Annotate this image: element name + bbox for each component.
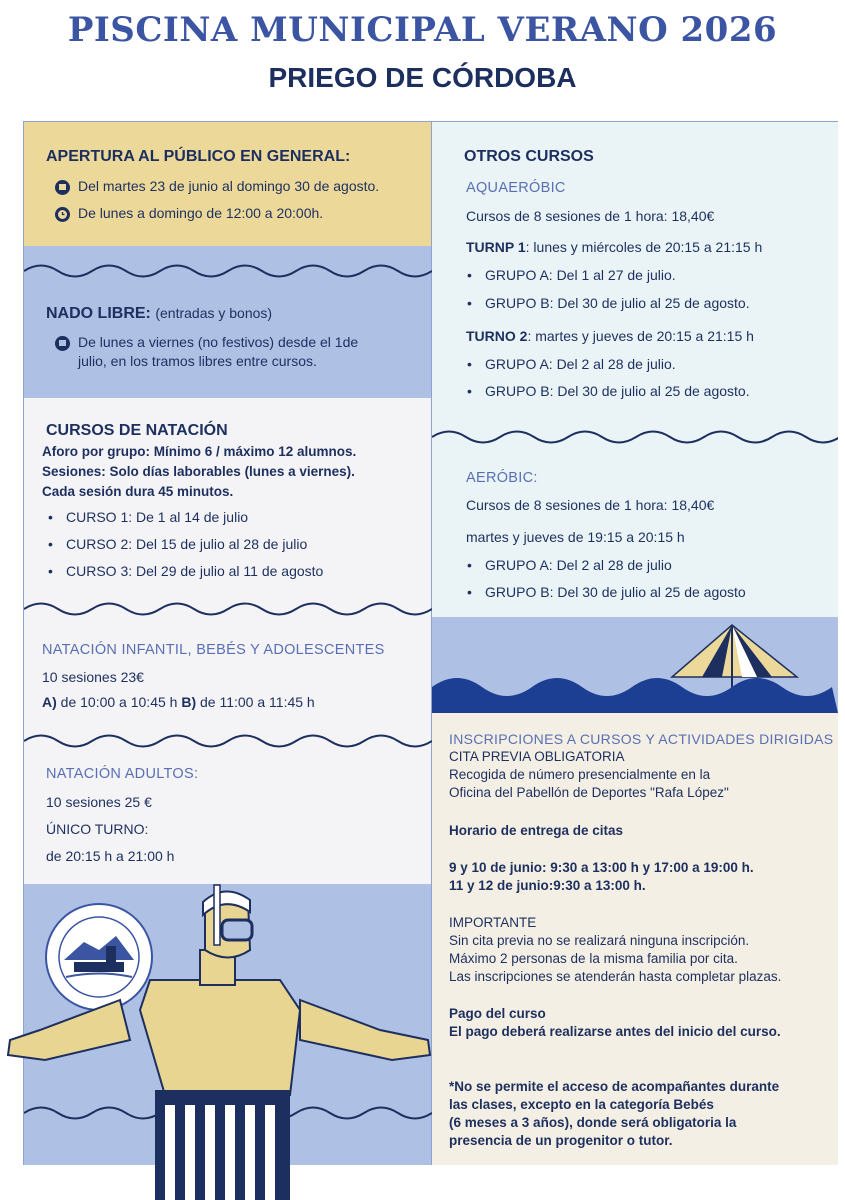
inscripciones-title: INSCRIPCIONES A CURSOS Y ACTIVIDADES DIRIGIDAS (449, 731, 834, 747)
cursos-rule: Aforo por grupo: Mínimo 6 / máximo 12 alumnos. (42, 444, 357, 459)
nado-libre-title (46, 305, 272, 323)
group-a-time: de 10:00 a 10:45 h (60, 694, 178, 710)
adultos-title: NATACIÓN ADULTOS: (46, 766, 199, 782)
group-b-label: B) (181, 694, 197, 710)
apertura-dates: Del martes 23 de junio al domingo 30 de agosto. (78, 178, 380, 194)
wave-divider (24, 728, 432, 754)
wave-divider (24, 596, 432, 622)
aquaerobic-title: AQUAERÓBIC (466, 180, 566, 196)
list-item: • CURSO 3: Del 29 de julio al 11 de agosto (66, 563, 323, 579)
importante-line: Las inscripciones se atenderán hasta completar plazas. (449, 969, 782, 984)
adultos-time: de 20:15 h a 21:00 h (46, 848, 175, 864)
recogida-line: Oficina del Pabellón de Deportes "Rafa López" (449, 785, 729, 800)
apertura-hours: De lunes a domingo de 12:00 a 20:00h. (78, 205, 324, 221)
turno2-line (466, 328, 754, 346)
turno2-label: TURNO 2 (466, 328, 528, 344)
pago-text: El pago deberá realizarse antes del inicio del curso. (449, 1024, 781, 1039)
nado-libre-note: (entradas y bonos) (155, 305, 273, 321)
cursos-title: CURSOS DE NATACIÓN (46, 422, 228, 439)
group-a-label: A) (42, 694, 57, 710)
list-item: • GRUPO A: Del 2 al 28 de julio (485, 557, 672, 573)
page-subtitle: PRIEGO DE CÓRDOBA (268, 62, 577, 93)
list-item: • GRUPO A: Del 2 al 28 de julio. (485, 356, 676, 372)
infantil-title: NATACIÓN INFANTIL, BEBÉS Y ADOLESCENTES (42, 642, 385, 658)
cita-previa: CITA PREVIA OBLIGATORIA (449, 749, 625, 764)
list-item: • GRUPO B: Del 30 de julio al 25 de agosto (485, 584, 746, 600)
apertura-title: APERTURA AL PÚBLICO EN GENERAL: (46, 148, 351, 165)
turno1-line (466, 239, 762, 257)
importante-line: Sin cita previa no se realizará ninguna inscripción. (449, 933, 750, 948)
list-item: • GRUPO B: Del 30 de julio al 25 de agosto. (485, 295, 750, 311)
aerobic-price: Cursos de 8 sesiones de 1 hora: 18,40€ (466, 497, 715, 513)
turno1-text: : lunes y miércoles de 20:15 a 21:15 h (525, 239, 763, 255)
nota-line: presencia de un progenitor o tutor. (449, 1133, 673, 1148)
list-item: • GRUPO B: Del 30 de julio al 25 de agosto. (485, 383, 750, 399)
swimmer-illustration (0, 880, 440, 1200)
calendar-icon (55, 336, 70, 351)
horario-line: 11 y 12 de junio:9:30 a 13:00 h. (449, 878, 646, 893)
otros-title: OTROS CURSOS (464, 148, 594, 165)
infantil-times (42, 694, 315, 712)
adultos-turno: ÚNICO TURNO: (46, 821, 149, 837)
importante-line: Máximo 2 personas de la misma familia por cita. (449, 951, 738, 966)
list-item: • CURSO 2: Del 15 de julio al 28 de julio (66, 536, 307, 552)
clock-icon (55, 207, 70, 222)
pago-title: Pago del curso (449, 1006, 546, 1021)
nota-line: *No se permite el acceso de acompañantes durante (449, 1079, 780, 1094)
wave-divider (24, 258, 432, 284)
cursos-rule: Cada sesión dura 45 minutos. (42, 484, 234, 499)
turno2-text: : martes y jueves de 20:15 a 21:15 h (527, 328, 754, 344)
aerobic-time: martes y jueves de 19:15 a 20:15 h (466, 529, 685, 545)
calendar-icon (55, 180, 70, 195)
group-b-time: de 11:00 a 11:45 h (200, 694, 315, 710)
importante-title: IMPORTANTE (449, 915, 537, 930)
nado-libre-label: NADO LIBRE: (46, 305, 151, 322)
page-title: PISCINA MUNICIPAL VERANO 2026 (67, 10, 778, 50)
nado-libre-line2: julio, en los tramos libres entre cursos. (78, 353, 317, 369)
nota-line: (6 meses a 3 años), donde será obligatoria la (449, 1115, 737, 1130)
adultos-price: 10 sesiones 25 € (46, 794, 152, 810)
horario-line: 9 y 10 de junio: 9:30 a 13:00 h y 17:00 a 19:00 h. (449, 860, 754, 875)
list-item: • GRUPO A: Del 1 al 27 de julio. (485, 267, 676, 283)
list-item: • CURSO 1: De 1 al 14 de julio (66, 509, 248, 525)
aerobic-title: AERÓBIC: (466, 470, 538, 486)
infantil-price: 10 sesiones 23€ (42, 669, 144, 685)
horario-title: Horario de entrega de citas (449, 823, 624, 838)
turno1-label: TURNP 1 (466, 239, 526, 255)
wave-divider (432, 424, 838, 450)
nado-libre-line1: De lunes a viernes (no festivos) desde el 1de (78, 334, 359, 350)
nota-line: las clases, excepto en la categoría Bebés (449, 1097, 714, 1112)
cursos-rule: Sesiones: Solo días laborables (lunes a viernes). (42, 464, 355, 479)
recogida-line: Recogida de número presencialmente en la (449, 767, 711, 782)
aquaerobic-price: Cursos de 8 sesiones de 1 hora: 18,40€ (466, 208, 715, 224)
beach-umbrella-illustration (432, 617, 838, 713)
